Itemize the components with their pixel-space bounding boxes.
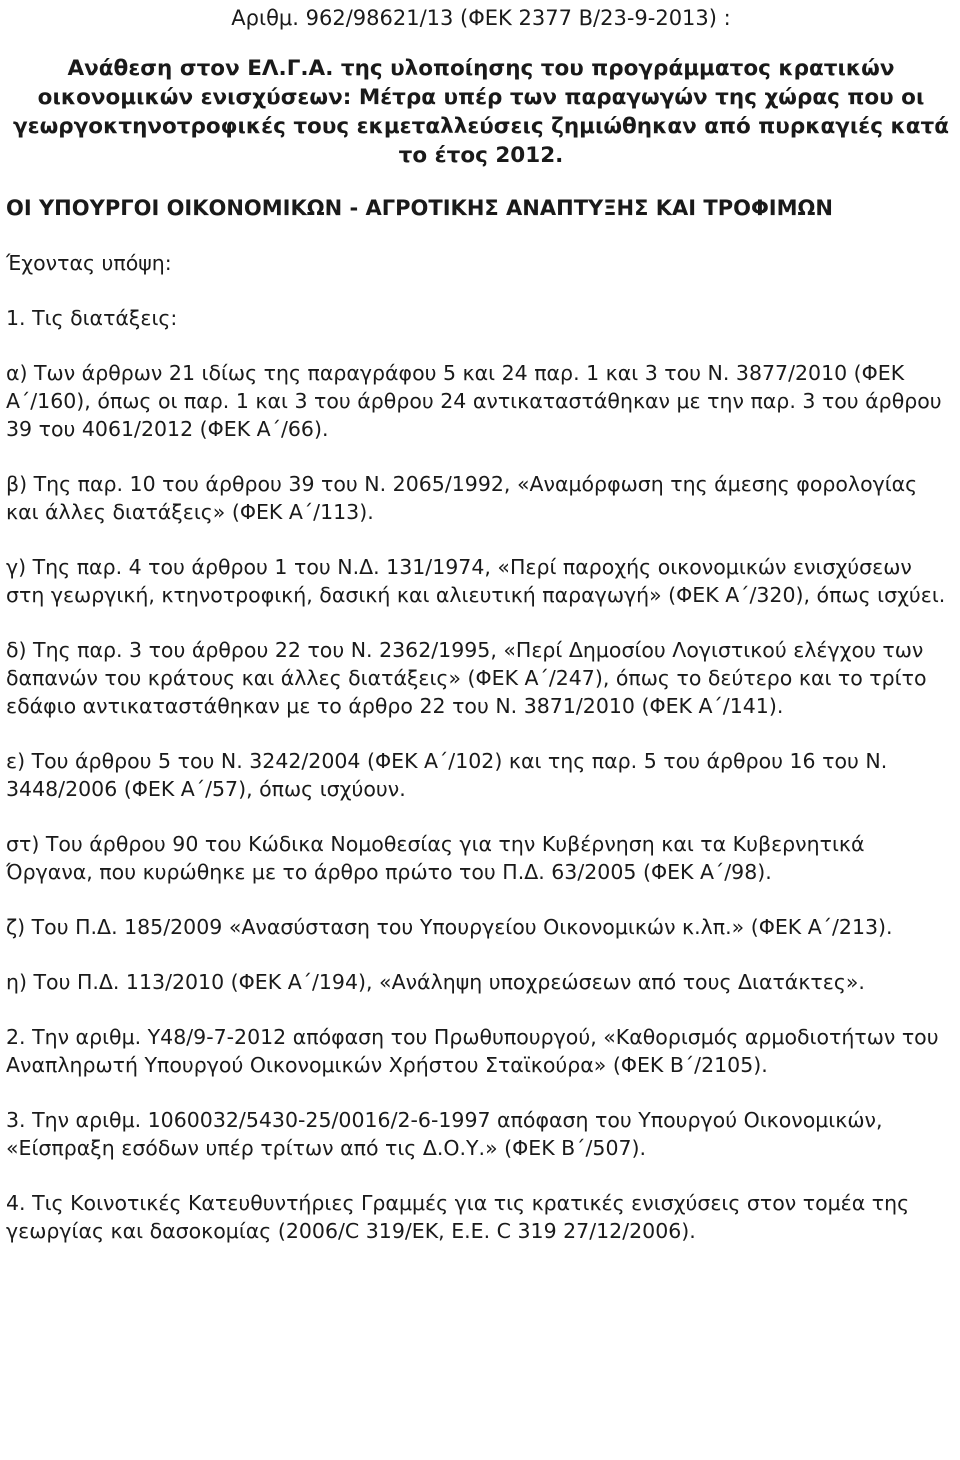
item-1c: γ) Της παρ. 4 του άρθρου 1 του Ν.Δ. 131/1974, «Περί παροχής οικονομικών ενισχύσεων στη γεωργική, κτηνοτροφική, δασική και αλιευτική παραγωγή» (ΦΕΚ Α΄/320), όπως ισχύει.	[6, 555, 946, 607]
gazette-reference: Αριθμ. 962/98621/13 (ΦΕΚ 2377 Β/23-9-2013) :	[231, 6, 731, 30]
document-page	[6, 0, 956, 1245]
item-4: 4. Τις Κοινοτικές Κατευθυντήριες Γραμμές για τις κρατικές ενισχύσεις στον τομέα της γεωργίας και δασοκομίας (2006/C 319/ΕΚ, Ε.Ε. C 319 27/12/2006).	[6, 1191, 910, 1243]
item-1e: ε) Του άρθρου 5 του Ν. 3242/2004 (ΦΕΚ Α΄/102) και της παρ. 5 του άρθρου 16 του Ν. 3448/2006 (ΦΕΚ Α΄/57), όπως ισχύουν.	[6, 749, 888, 801]
having-regard: Έχοντας υπόψη:	[6, 251, 172, 275]
item-2: 2. Την αριθμ. Υ48/9-7-2012 απόφαση του Πρωθυπουργού, «Καθορισμός αρμοδιοτήτων του Αναπληρωτή Υπουργού Οικονομικών Χρήστου Σταϊκούρα» (ΦΕΚ Β΄/2105).	[6, 1025, 939, 1077]
item-1d: δ) Της παρ. 3 του άρθρου 22 του Ν. 2362/1995, «Περί Δημοσίου Λογιστικού ελέγχου των δαπανών του κράτους και άλλες διατάξεις» (ΦΕΚ Α΄/247), όπως το δεύτερο και το τρίτο εδάφιο αντικαταστάθηκαν με το άρθρο 22 του Ν. 3871/2010 (ΦΕΚ Α΄/141).	[6, 638, 927, 718]
item-1a: α) Των άρθρων 21 ιδίως της παραγράφου 5 και 24 παρ. 1 και 3 του Ν. 3877/2010 (ΦΕΚ Α΄/160), όπως οι παρ. 1 και 3 του άρθρου 24 αντικαταστάθηκαν με την παρ. 3 του άρθρου 39 του 4061/2012 (ΦΕΚ Α΄/66).	[6, 361, 942, 441]
item-1z: ζ) Του Π.Δ. 185/2009 «Ανασύσταση του Υπουργείου Οικονομικών κ.λπ.» (ΦΕΚ Α΄/213).	[6, 915, 893, 939]
item-1b: β) Της παρ. 10 του άρθρου 39 του Ν. 2065/1992, «Αναμόρφωση της άμεσης φορολογίας και άλλες διατάξεις» (ΦΕΚ Α΄/113).	[6, 472, 918, 524]
item-1-heading: 1. Τις διατάξεις:	[6, 306, 178, 330]
decision-title: Ανάθεση στον ΕΛ.Γ.Α. της υλοποίησης του προγράμματος κρατικών οικονομικών ενισχύσεων: Μέτρα υπέρ των παραγωγών της χώρας που οι γεωργοκτηνοτροφικές τους εκμεταλλεύσεις ζημιώθηκαν από πυρκαγιές κατά το έτος 2012.	[12, 56, 950, 168]
ministers-heading: ΟΙ ΥΠΟΥΡΓΟΙ ΟΙΚΟΝΟΜΙΚΩΝ - ΑΓΡΟΤΙΚΗΣ ΑΝΑΠΤΥΞΗΣ ΚΑΙ ΤΡΟΦΙΜΩΝ	[6, 196, 833, 220]
item-3: 3. Την αριθμ. 1060032/5430-25/0016/2-6-1997 απόφαση του Υπουργού Οικονομικών, «Είσπραξη εσόδων υπέρ τρίτων από τις Δ.Ο.Υ.» (ΦΕΚ Β΄/507).	[6, 1108, 883, 1160]
item-1h: η) Του Π.Δ. 113/2010 (ΦΕΚ Α΄/194), «Ανάληψη υποχρεώσεων από τους Διατάκτες».	[6, 970, 865, 994]
item-1st: στ) Του άρθρου 90 του Κώδικα Νομοθεσίας για την Κυβέρνηση και τα Κυβερνητικά Όργανα, που κυρώθηκε με το άρθρο πρώτο του Π.Δ. 63/2005 (ΦΕΚ Α΄/98).	[6, 832, 865, 884]
